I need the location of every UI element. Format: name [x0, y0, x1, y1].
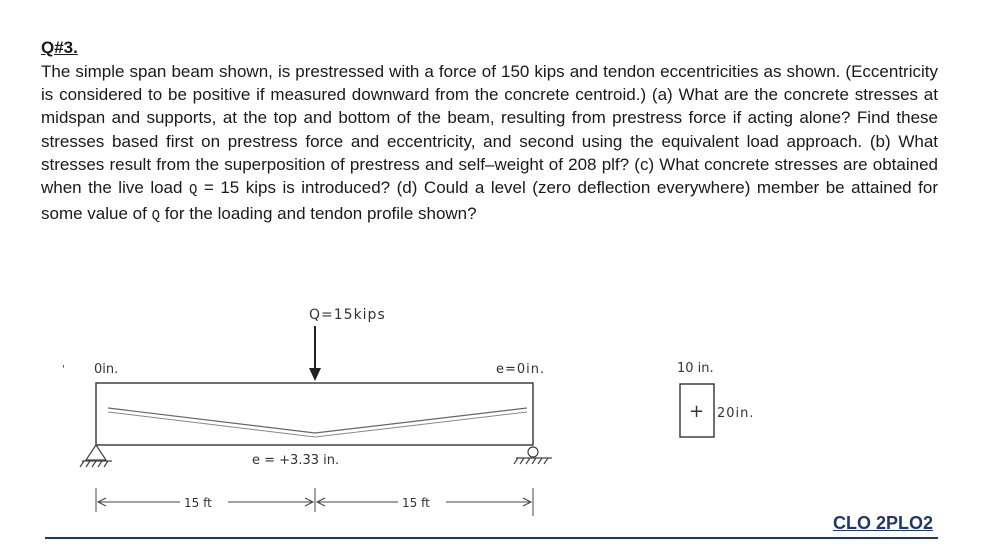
left-ecc-label: ': [62, 364, 65, 375]
footer-rule: [45, 537, 938, 539]
section-width-label: 10 in.: [677, 361, 714, 376]
span-dimension: [96, 488, 533, 516]
question-text-part-1: The simple span beam shown, is prestressed with a force of 150 kips and tendon eccentricities as shown. (Eccentricity is considered to be positive if measured downward from the concrete centroid.) (a) What are the concrete stresses at midspan and supports, at the top and bottom of the beam, resulting from prestress force if acting alone? Find these stresses based first on prestress force and eccentricity, and second using the equivalent load approach. (b) What stresses result from the superposition of prestress and self–weight of 208 plf? (c) What concrete stresses are obtained when the live load: [41, 62, 938, 198]
load-arrow-head: [309, 368, 321, 381]
left-pin-support: [80, 445, 112, 467]
right-roller-support: [514, 447, 552, 464]
right-ecc-label: e=0in.: [496, 362, 546, 377]
right-span-label: 15 ft: [402, 496, 430, 510]
centroid-mark: +: [689, 401, 705, 422]
q-symbol-2: Q: [151, 208, 160, 225]
left-span-label: 15 ft: [184, 496, 212, 510]
question-number: Q#3.: [41, 38, 78, 57]
question-text-part-3: for the loading and tendon profile shown?: [159, 204, 477, 224]
left-ecc-value: 0in.: [94, 362, 119, 377]
mid-ecc-label: e = +3.33 in.: [252, 453, 340, 468]
q-symbol-1: Q: [188, 182, 198, 199]
section-height-label: 20in.: [717, 406, 755, 421]
load-label: Q=15kips: [309, 307, 386, 323]
clo-label: CLO 2PLO2: [832, 513, 933, 533]
tendon-profile-upper: [108, 408, 527, 433]
question-text-part-2: = 15 kips is introduced? (d) Could a level (zero deflection everywhere) member be attained for some value of: [41, 178, 938, 224]
